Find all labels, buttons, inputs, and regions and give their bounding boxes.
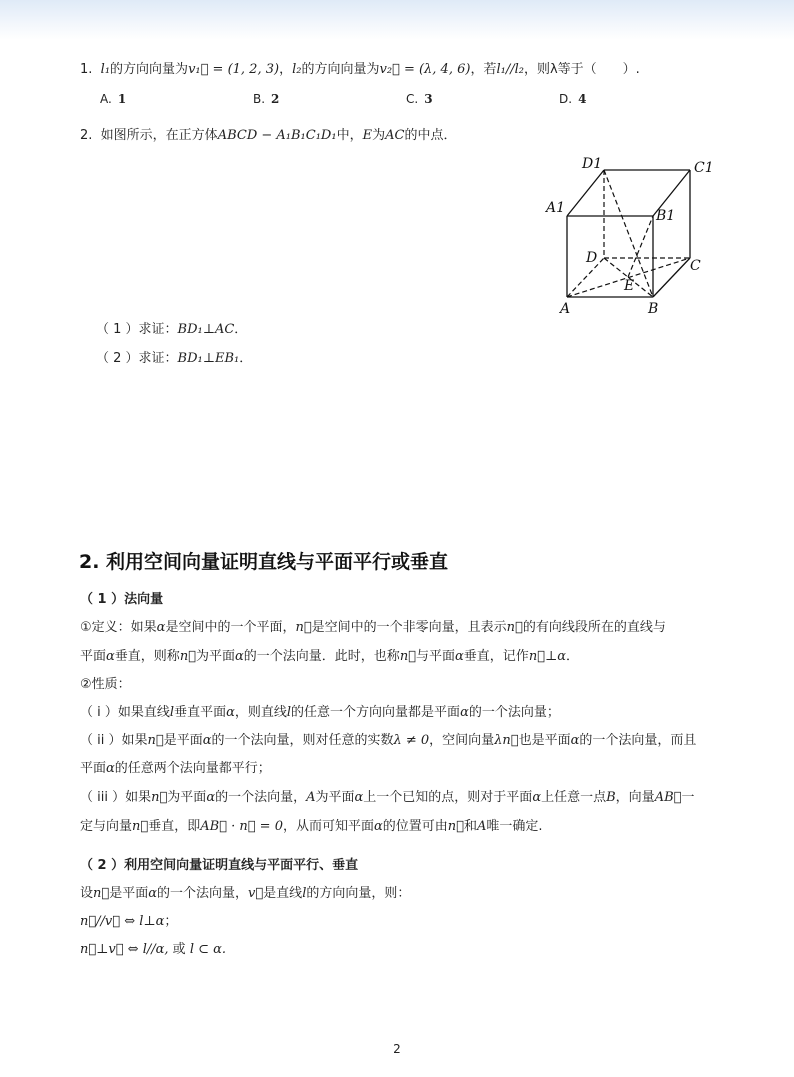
property-i: （ i ）如果直线l垂直平面α，则直线l的任意一个方向向量都是平面α的一个法向量； bbox=[80, 705, 560, 720]
question-2-part-2: （ 2 ）求证：BD₁⊥EB₁． bbox=[96, 351, 253, 366]
option-a: A. 1 bbox=[100, 92, 127, 106]
subsection-1-title: （ 1 ）法向量 bbox=[80, 592, 164, 607]
definition-line-1: ①定义：如果α是空间中的一个平面，n⃗是空间中的一个非零向量，且表示n⃗的有向线段所在的直线与 bbox=[80, 620, 666, 635]
properties-title: ②性质： bbox=[80, 677, 131, 692]
page-number: 2 bbox=[393, 1042, 401, 1056]
label-D1: D1 bbox=[582, 156, 603, 172]
label-A1: A1 bbox=[546, 200, 566, 216]
property-iii-line-1: （ iii ）如果n⃗为平面α的一个法向量，A为平面α上一个已知的点，则对于平面α上任意一点B，向量AB⃗一 bbox=[80, 790, 695, 805]
property-iii-line-2: 定与向量n⃗垂直，即AB⃗ · n⃗ = 0，从而可知平面α的位置可由n⃗和A唯一确定. bbox=[80, 819, 543, 834]
label-B: B bbox=[648, 301, 659, 317]
label-C: C bbox=[690, 258, 701, 274]
setup-line: 设n⃗是平面α的一个法向量，v⃗是直线l的方向向量，则： bbox=[80, 886, 411, 901]
subsection-2-title: （ 2 ）利用空间向量证明直线与平面平行、垂直 bbox=[80, 858, 359, 873]
question-1-stem: 1. l₁的方向向量为v₁⃗ = (1, 2, 3)，l₂的方向向量为v₂⃗ = (λ, 4, 6)，若l₁//l₂，则λ等于（ ）. bbox=[80, 62, 640, 77]
label-C1: C1 bbox=[694, 160, 714, 176]
cube-figure bbox=[540, 150, 720, 320]
label-B1: B1 bbox=[656, 208, 676, 224]
rule-parallel: n⃗//v⃗ ⇔ l⊥α； bbox=[80, 914, 178, 929]
property-ii-line-2: 平面α的任意两个法向量都平行； bbox=[80, 761, 271, 776]
question-2-stem: 2. 如图所示，在正方体ABCD − A₁B₁C₁D₁中，E为AC的中点． bbox=[80, 128, 457, 143]
rule-perpendicular: n⃗⊥v⃗ ⇔ l//α, 或 l ⊂ α. bbox=[80, 942, 227, 957]
section-title: 2. 利用空间向量证明直线与平面平行或垂直 bbox=[79, 551, 449, 573]
option-b: B. 2 bbox=[253, 92, 280, 106]
label-E: E bbox=[624, 278, 635, 294]
property-ii-line-1: （ ii ）如果n⃗是平面α的一个法向量，则对任意的实数λ ≠ 0，空间向量λn⃗也是平面α的一个法向量，而且 bbox=[80, 733, 697, 748]
header-band bbox=[0, 0, 794, 40]
option-d: D. 4 bbox=[559, 92, 587, 106]
question-2-part-1: （ 1 ）求证：BD₁⊥AC． bbox=[96, 322, 248, 337]
label-D: D bbox=[586, 250, 598, 266]
label-A: A bbox=[560, 301, 571, 317]
definition-line-2: 平面α垂直，则称n⃗为平面α的一个法向量．此时，也称n⃗与平面α垂直，记作n⃗⊥α． bbox=[80, 649, 580, 664]
option-c: C. 3 bbox=[406, 92, 433, 106]
